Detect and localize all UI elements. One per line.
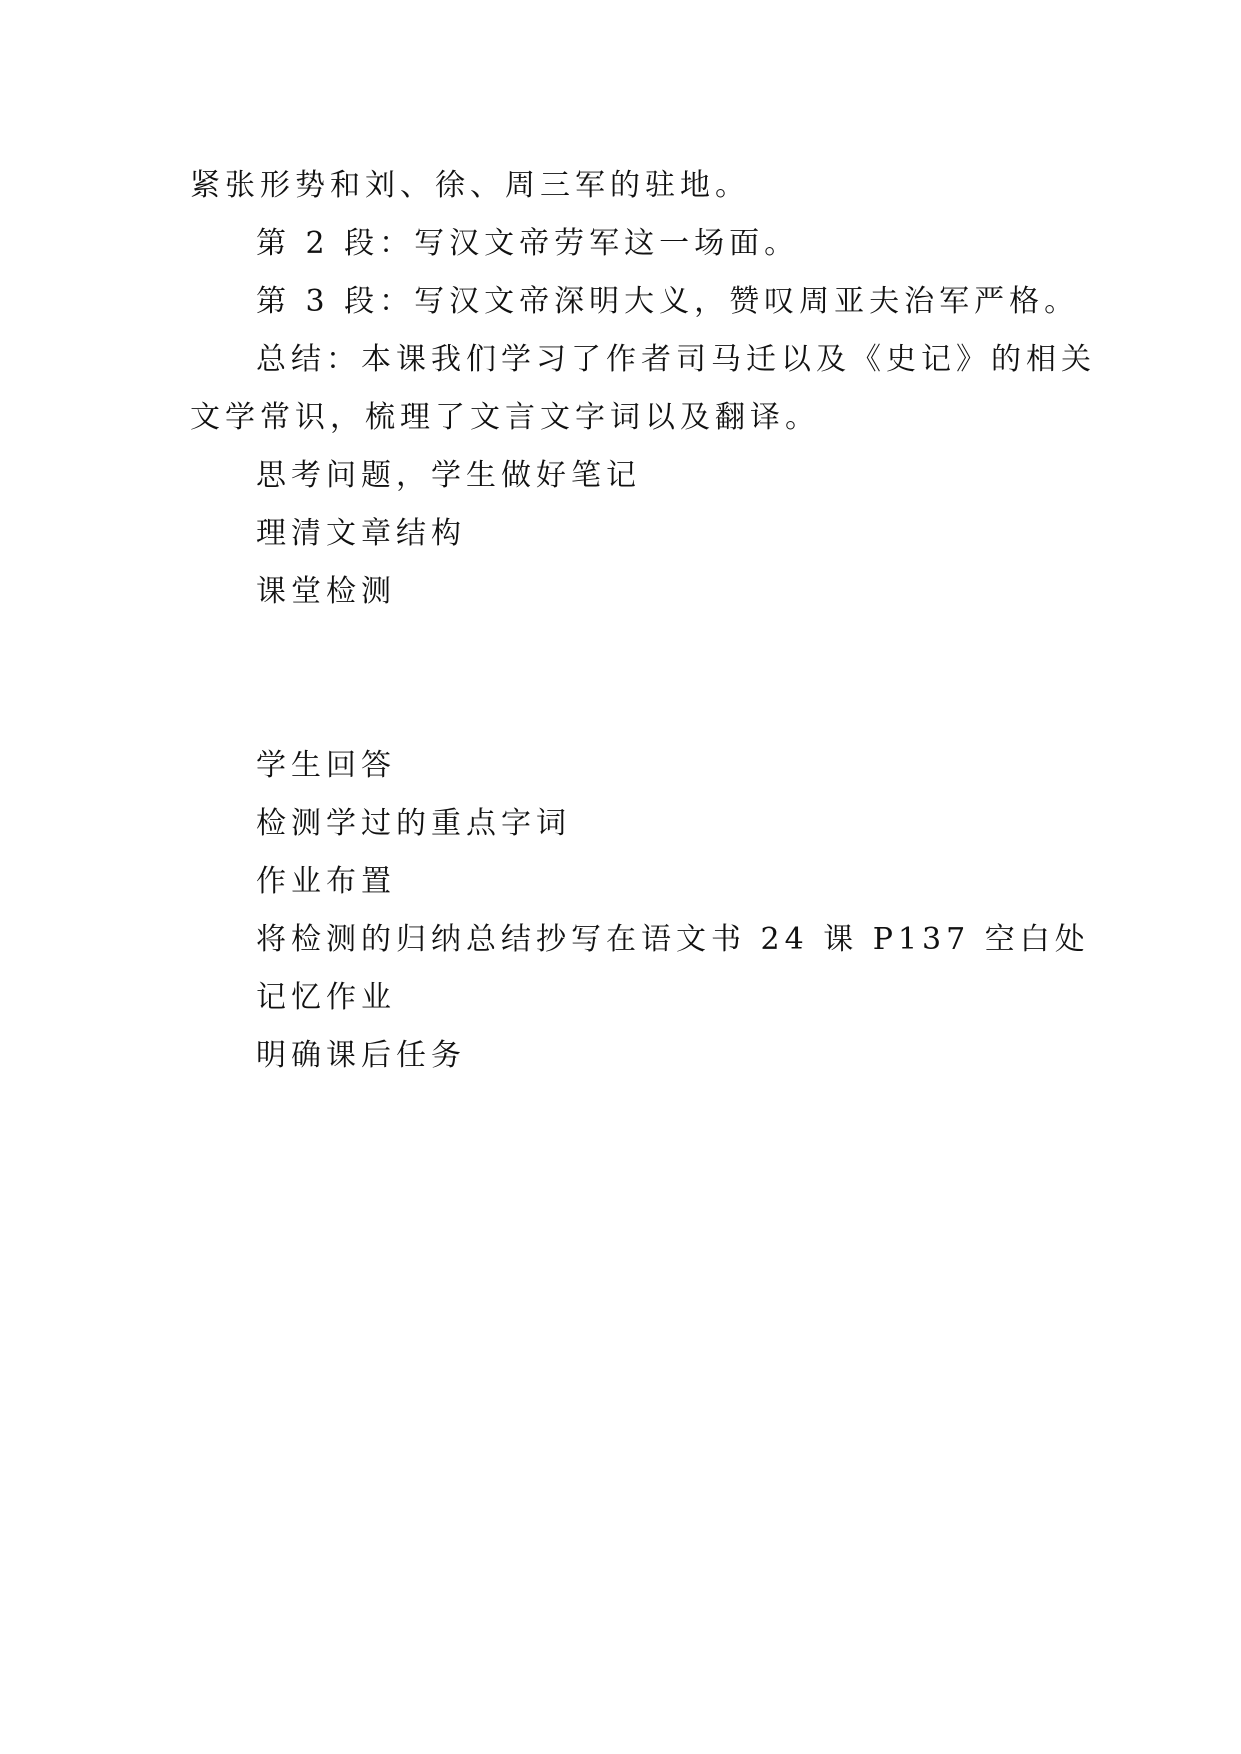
text-line: 总结：本课我们学习了作者司马迁以及《史记》的相关 <box>256 342 1096 377</box>
text-line: 将检测的归纳总结抄写在语文书 24 课 P137 空白处 <box>256 922 1090 957</box>
text-line: 课堂检测 <box>256 574 396 609</box>
text-line: 第 2 段：写汉文帝劳军这一场面。 <box>256 226 800 261</box>
text-line: 检测学过的重点字词 <box>256 806 571 841</box>
text-line: 作业布置 <box>256 864 396 899</box>
text-line: 第 3 段：写汉文帝深明大义，赞叹周亚夫治军严格。 <box>256 284 1080 319</box>
text-line: 记忆作业 <box>256 980 396 1015</box>
text-line: 理清文章结构 <box>256 516 466 551</box>
text-line: 思考问题，学生做好笔记 <box>256 458 641 493</box>
text-line: 紧张形势和刘、徐、周三军的驻地。 <box>190 168 750 203</box>
text-line: 文学常识，梳理了文言文字词以及翻译。 <box>190 400 820 435</box>
text-line: 明确课后任务 <box>256 1038 466 1073</box>
text-line: 学生回答 <box>256 748 396 783</box>
